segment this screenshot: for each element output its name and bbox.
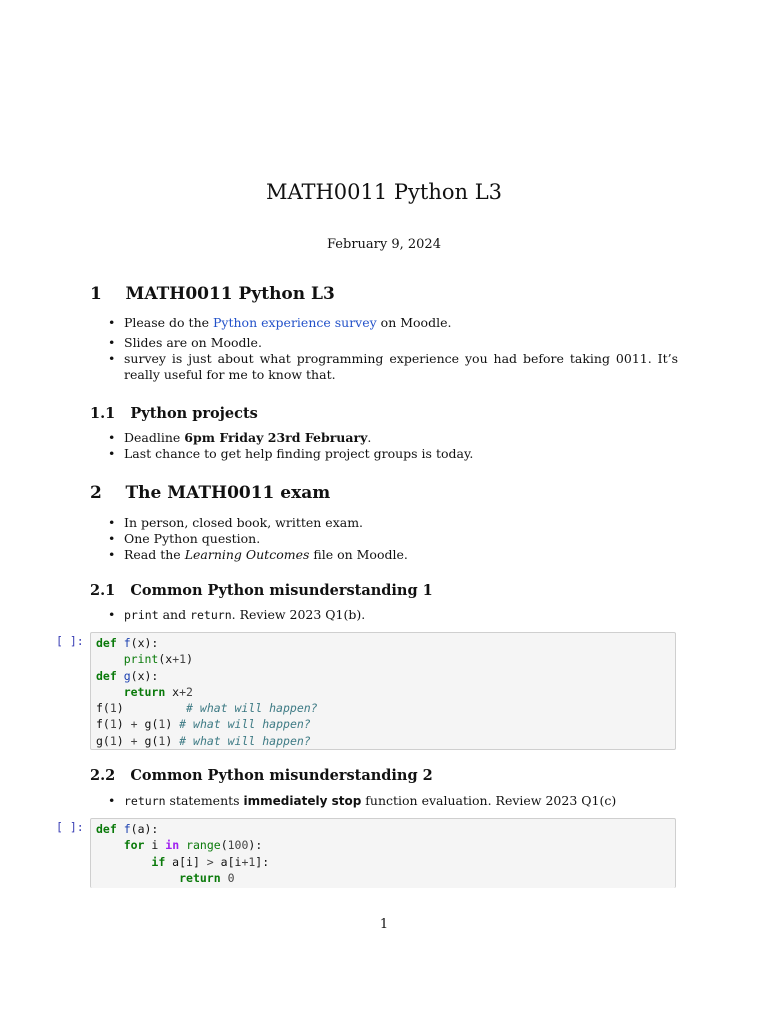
document-date: February 9, 2024 <box>327 237 441 252</box>
section-title: Common Python misunderstanding 2 <box>130 767 433 784</box>
bullet-text: . Review 2023 Q1(b). <box>231 607 366 622</box>
code-comment: # what will happen? <box>179 733 311 748</box>
list-item <box>108 515 678 531</box>
inline-code: print <box>124 608 159 622</box>
cell-prompt: [ ]: <box>56 634 84 648</box>
page-number: 1 <box>379 917 389 932</box>
section-number: 1 <box>90 284 102 304</box>
section-2-heading <box>90 483 330 503</box>
code-comment: # what will happen? <box>186 701 318 716</box>
bullet-text: Last chance to get help finding project groups is today. <box>124 446 474 461</box>
section-2-1-heading <box>90 582 433 599</box>
bullet-text: and <box>158 607 191 622</box>
section-title: The MATH0011 exam <box>125 483 331 503</box>
bullet-text: Read the <box>124 547 185 562</box>
list-item <box>108 607 678 623</box>
bullet-text: Slides are on Moodle. <box>124 335 262 350</box>
list-item <box>108 446 678 462</box>
section-number: 2.1 <box>90 582 116 599</box>
bullet-text: statements <box>165 793 244 808</box>
cell-prompt: [ ]: <box>56 820 84 834</box>
list-item <box>108 351 678 383</box>
section-number: 2 <box>90 483 102 503</box>
section-2-2-bullets <box>108 793 678 809</box>
code-comment: # what will happen? <box>179 717 311 732</box>
section-1-bullets <box>108 315 678 383</box>
bullet-text: on Moodle. <box>376 315 452 330</box>
deadline-text: 6pm Friday 23rd February <box>184 430 368 445</box>
list-item <box>108 430 678 446</box>
survey-link[interactable]: Python experience survey <box>213 315 377 330</box>
emphasis-text: immediately stop <box>243 794 362 808</box>
section-title: MATH0011 Python L3 <box>125 284 335 304</box>
list-item <box>108 547 678 563</box>
code-cell-2[interactable]: def f(a): for i in range(100): if a[i] > a[i+1]: return 0 <box>90 818 676 888</box>
section-1-1-bullets <box>108 430 678 462</box>
bullet-text: In person, closed book, written exam. <box>124 515 364 530</box>
document-title: MATH0011 Python L3 <box>265 180 503 204</box>
bullet-text: . <box>367 430 372 445</box>
list-item <box>108 315 678 331</box>
inline-code: return <box>124 794 166 808</box>
list-item <box>108 531 678 547</box>
section-1-heading <box>90 284 335 304</box>
section-2-bullets <box>108 515 678 563</box>
section-number: 1.1 <box>90 405 116 422</box>
section-number: 2.2 <box>90 767 116 784</box>
section-1-1-heading <box>90 405 258 422</box>
inline-code: return <box>190 608 232 622</box>
bullet-text: One Python question. <box>124 531 261 546</box>
section-2-2-heading <box>90 767 433 784</box>
section-title: Common Python misunderstanding 1 <box>130 582 433 599</box>
section-2-1-bullets <box>108 607 678 623</box>
bullet-text: Deadline <box>124 430 185 445</box>
bullet-text: Please do the <box>124 315 213 330</box>
bullet-text: survey is just about what programming experience you had before taking 0011. It’s really useful for me to know that. <box>124 351 678 382</box>
bullet-text: file on Moodle. <box>309 547 408 562</box>
section-title: Python projects <box>130 405 258 422</box>
list-item <box>108 335 678 351</box>
list-item <box>108 793 678 809</box>
code-cell-1[interactable]: def f(x): print(x+1) def g(x): return x+2 f(1) # what will happen? f(1) + g(1) # what will happen? g(1) + g(1) # what will happen? <box>90 632 676 750</box>
emphasis-text: Learning Outcomes <box>184 547 310 562</box>
bullet-text: function evaluation. Review 2023 Q1(c) <box>361 793 617 808</box>
